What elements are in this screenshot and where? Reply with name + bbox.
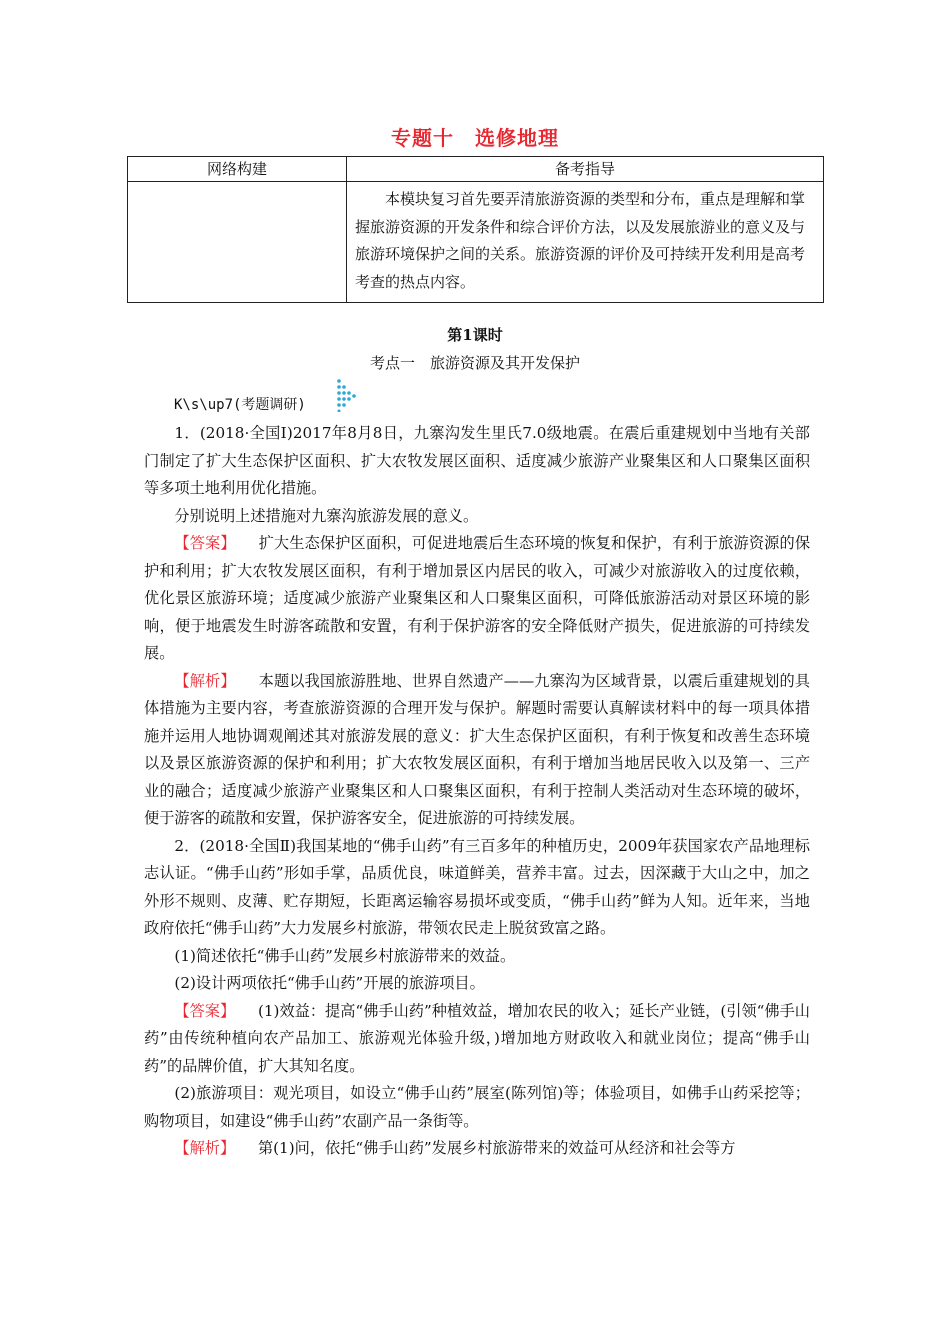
- q2-analysis-text: 第(1)问，依托“佛手山药”发展乡村旅游带来的效益可从经济和社会等方: [257, 1139, 736, 1157]
- network-cell: [128, 182, 347, 303]
- exam-point-heading: 考点一 旅游资源及其开发保护: [369, 354, 580, 372]
- q2-sub2: (2)设计两项依托“佛手山药”开展的旅游项目。: [174, 974, 485, 992]
- chevron-right-icon: [336, 378, 358, 412]
- table-body-row: [128, 182, 824, 303]
- q1-stem: 1．(2018·全国Ⅰ)2017年8月8日，九寨沟发生里氏7.0级地震。在震后重建规划中当地有关部门制定了扩大生态保护区面积、扩大农牧发展区面积、适度减少旅游产业聚集区和人口聚集区面积等多项土地利用优化措施。: [144, 424, 810, 497]
- q1-answer-text: 扩大生态保护区面积，可促进地震后生态环境的恢复和保护，有利于旅游资源的保护和利用；扩大农牧发展区面积，有利于增加景区内居民的收入，可减少对旅游收入的过度依赖，优化景区旅游环境；适度减少旅游产业聚集区和人口聚集区面积，可降低旅游活动对景区环境的影响，便于地震发生时游客疏散和安置，有利于保护游客的安全降低财产损失，促进旅游的可持续发展。: [144, 534, 810, 662]
- header-network: 网络构建: [128, 157, 347, 182]
- q1-analysis: [144, 668, 810, 833]
- q2-analysis: [144, 1135, 810, 1163]
- guide-table: [127, 156, 824, 303]
- topic-title: 专题十 选修地理: [391, 126, 559, 150]
- header-guidance: 备考指导: [347, 157, 824, 182]
- q2-stem: 2．(2018·全国Ⅱ)我国某地的“佛手山药”有三百多年的种植历史，2009年获国家农产品地理标志认证。“佛手山药”形如手掌，品质优良，味道鲜美，营养丰富。过去，因深藏于大山之中，加之外形不规则、皮薄、贮存期短，长距离运输容易损坏或变质，“佛手山药”鲜为人知。近年来，当地政府依托“佛手山药”大力发展乡村旅游，带领农民走上脱贫致富之路。: [144, 836, 810, 937]
- q2-answer2: (2)旅游项目：观光项目，如设立“佛手山药”展室(陈列馆)等；体验项目，如佛手山药采挖等；购物项目，如建设“佛手山药”农副产品一条街等。: [144, 1084, 810, 1130]
- table-header-row: [128, 157, 824, 182]
- analysis-tag: 【解析】: [174, 671, 236, 690]
- guidance-cell: 本模块复习首先要弄清旅游资源的类型和分布，重点是理解和掌握旅游资源的开发条件和综合评价方法，以及发展旅游业的意义及与旅游环境保护之间的关系。旅游资源的评价及可持续开发利用是高考考查的热点内容。: [347, 182, 824, 303]
- lesson-heading: 第1课时: [447, 326, 503, 344]
- main-content: [144, 420, 810, 1163]
- answer-tag: 【答案】: [174, 534, 236, 552]
- q1-answer: [144, 530, 810, 668]
- answer-tag: 【答案】: [174, 1001, 236, 1020]
- q1-analysis-text: 本题以我国旅游胜地、世界自然遗产——九寨沟为区域背景，以震后重建规划的具体措施为主要内容，考查旅游资源的合理开发与保护。解题时需要认真解读材料中的每一项具体措施并运用人地协调观阐述其对旅游发展的意义：扩大生态保护区面积，有利于恢复和改善生态环境以及景区旅游资源的保护和利用；扩大农牧发展区面积，有利于增加当地居民收入以及第一、三产业的融合；适度减少旅游产业聚集区和人口聚集区面积，有利于控制人类活动对生态环境的破坏，便于游客的疏散和安置，保护游客安全，促进旅游的可持续发展。: [144, 671, 811, 827]
- q2-answer1-text: (1)效益：提高“佛手山药”种植效益，增加农民的收入；延长产业链，(引领“佛手山药”由传统种植向农产品加工、旅游观光体验升级，)增加地方财政收入和就业岗位；提高“佛手山药”的品牌价值，扩大其知名度。: [144, 1001, 810, 1075]
- q1-question: 分别说明上述措施对九寨沟旅游发展的意义。: [174, 506, 479, 525]
- q2-answer: [144, 998, 810, 1081]
- field-code-label: K\s\up7(考题调研): [174, 397, 306, 413]
- analysis-tag: 【解析】: [174, 1139, 236, 1157]
- q2-sub1: (1)简述依托“佛手山药”发展乡村旅游带来的效益。: [174, 946, 516, 965]
